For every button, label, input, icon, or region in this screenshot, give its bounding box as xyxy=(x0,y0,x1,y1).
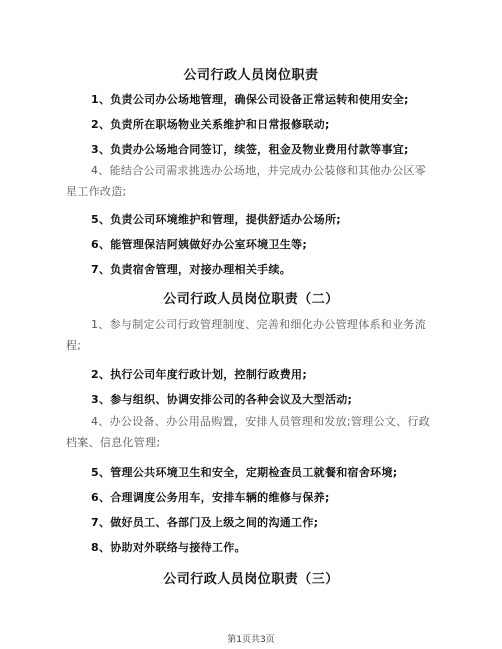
duty-item-1-4: 4、能结合公司需求挑选办公场地，并完成办公装修和其他办公区零星工作改造; xyxy=(66,164,426,198)
duty-item-1-2: 2、负责所在职场物业关系维护和日常报修联动; xyxy=(91,118,330,131)
duty-item-1-6: 6、能管理保洁阿姨做好办公室环境卫生等; xyxy=(91,238,308,251)
duty-item-1-5: 5、负责公司环境维护和管理，提供舒适办公场所; xyxy=(91,213,341,226)
duty-item-2-2: 2、执行公司年度行政计划，控制行政费用; xyxy=(91,368,308,381)
section-title-1: 公司行政人员岗位职责 xyxy=(183,68,319,83)
duty-item-2-6: 6、合理调度公务用车，安排车辆的维修与保养; xyxy=(91,491,330,504)
duty-item-2-3: 3、参与组织、协调安排公司的各种会议及大型活动; xyxy=(91,393,353,406)
duty-item-2-4: 4、办公设备、办公用品购置，安排人员管理和发放;管理公文、行政档案、信息化管理; xyxy=(66,415,431,449)
duty-item-2-5: 5、管理公共环境卫生和安全，定期检查员工就餐和宿舍环境; xyxy=(91,466,398,479)
duty-item-1-7: 7、负责宿舍管理，对接办理相关手续。 xyxy=(91,263,292,276)
duty-item-2-1: 1、参与制定公司行政管理制度、完善和细化办公管理体系和业务流程; xyxy=(66,318,426,352)
duty-item-1-3: 3、负责办公场地合同签订，续签，租金及物业费用付款等事宜; xyxy=(91,143,409,156)
section-title-2: 公司行政人员岗位职责（二） xyxy=(163,292,339,307)
duty-item-1-1: 1、负责公司办公场地管理，确保公司设备正常运转和使用安全; xyxy=(91,93,409,106)
duty-item-2-7: 7、做好员工、各部门及上级之间的沟通工作; xyxy=(91,516,319,529)
section-title-3: 公司行政人员岗位职责（三） xyxy=(163,572,339,587)
page-indicator: 第1页共3页 xyxy=(227,635,275,645)
duty-item-2-8: 8、协助对外联络与接待工作。 xyxy=(91,541,246,554)
